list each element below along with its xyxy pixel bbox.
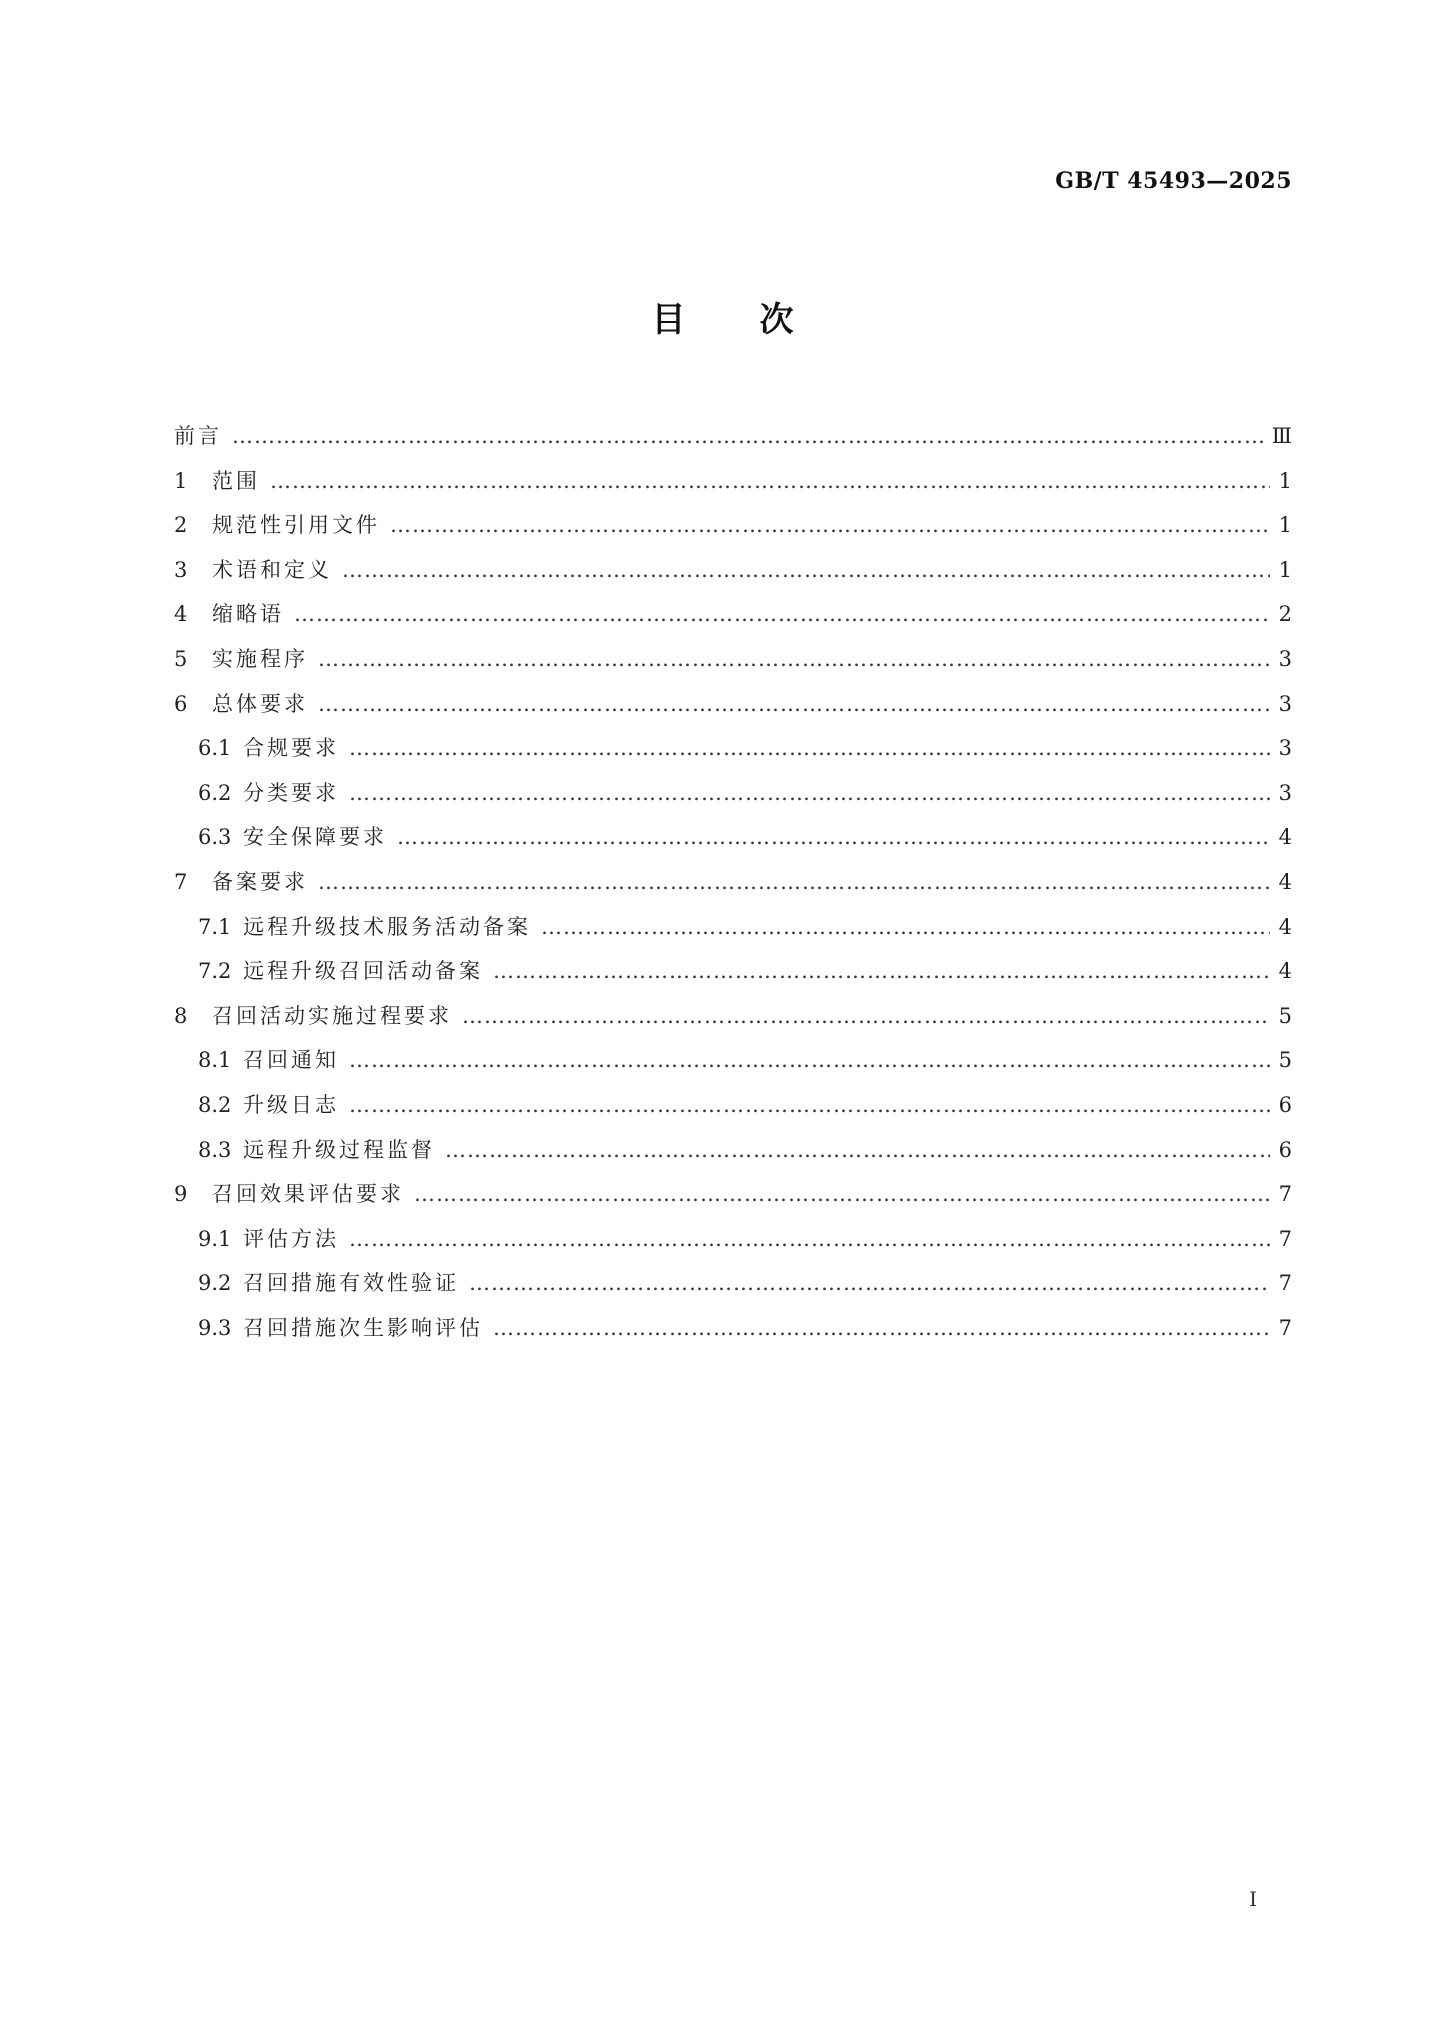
- toc-entry-page: 5: [1278, 1048, 1292, 1073]
- standard-code: GB/T 45493—2025: [1055, 168, 1292, 194]
- toc-entry-page: Ⅲ: [1271, 424, 1292, 448]
- toc-entry-page: 6: [1278, 1092, 1292, 1117]
- toc-entry-4[interactable]: [174, 592, 1292, 637]
- toc-entry-8[interactable]: [174, 994, 1292, 1039]
- toc-leader-dots: [294, 592, 1270, 637]
- toc-entry-page: 7: [1278, 1182, 1292, 1207]
- toc-entry-page: 7: [1278, 1271, 1292, 1296]
- toc-leader-dots: [462, 994, 1270, 1039]
- toc-leader-dots: [493, 1306, 1270, 1351]
- toc-entry-6-2[interactable]: [174, 771, 1292, 816]
- toc-entry-label: 前言: [174, 424, 222, 448]
- toc-entry-9[interactable]: [174, 1172, 1292, 1217]
- toc-entry-page: 3: [1278, 691, 1292, 716]
- toc-entry-preface[interactable]: [174, 414, 1292, 459]
- toc-entry-6-3[interactable]: [174, 815, 1292, 860]
- toc-entry-number: 9.3: [198, 1315, 232, 1340]
- toc-leader-dots: [349, 726, 1270, 771]
- toc-entry-number: 6.1: [198, 736, 232, 761]
- toc-leader-dots: [414, 1172, 1270, 1217]
- toc-leader-dots: [493, 949, 1270, 994]
- toc-entry-number: 1: [174, 468, 188, 493]
- toc-entry-number: 4: [174, 602, 188, 627]
- toc-entry-page: 3: [1278, 736, 1292, 761]
- toc-entry-page: 4: [1278, 869, 1292, 894]
- toc-entry-9-3[interactable]: [174, 1306, 1292, 1351]
- toc-entry-page: 1: [1278, 557, 1292, 582]
- toc-leader-dots: [397, 815, 1270, 860]
- toc-entry-page: 4: [1278, 959, 1292, 984]
- toc-leader-dots: [318, 860, 1270, 905]
- toc-entry-number: 8.2: [198, 1092, 232, 1117]
- toc-entry-7[interactable]: [174, 860, 1292, 905]
- toc-entry-label: 缩略语: [212, 602, 284, 627]
- toc-entry-number: 7.2: [198, 959, 232, 984]
- toc-entry-number: 8.1: [198, 1048, 232, 1073]
- toc-entry-page: 1: [1278, 468, 1292, 493]
- toc-entry-number: 8.3: [198, 1137, 232, 1162]
- toc-entry-6[interactable]: [174, 682, 1292, 727]
- toc-entry-label: 召回措施有效性验证: [243, 1271, 459, 1296]
- toc-leader-dots: [318, 682, 1270, 727]
- toc-entry-7-1[interactable]: [174, 905, 1292, 950]
- toc-entry-page: 2: [1278, 602, 1292, 627]
- toc-entry-label: 评估方法: [243, 1226, 339, 1251]
- toc-leader-dots: [349, 1083, 1270, 1128]
- table-of-contents: [174, 414, 1292, 1350]
- toc-entry-3[interactable]: [174, 548, 1292, 593]
- toc-leader-dots: [390, 503, 1270, 548]
- toc-entry-label: 实施程序: [212, 646, 308, 671]
- toc-entry-number: 3: [174, 557, 188, 582]
- toc-entry-number: 6.3: [198, 825, 232, 850]
- toc-leader-dots: [349, 1038, 1270, 1083]
- toc-entry-9-2[interactable]: [174, 1261, 1292, 1306]
- toc-entry-page: 7: [1278, 1226, 1292, 1251]
- toc-entry-label: 召回效果评估要求: [212, 1182, 404, 1207]
- toc-entry-label: 备案要求: [212, 869, 308, 894]
- toc-entry-label: 总体要求: [212, 691, 308, 716]
- toc-leader-dots: [349, 1217, 1270, 1262]
- toc-entry-number: 6.2: [198, 780, 232, 805]
- toc-entry-number: 9.1: [198, 1226, 232, 1251]
- toc-entry-number: 9: [174, 1182, 188, 1207]
- toc-entry-label: 合规要求: [243, 736, 339, 761]
- page-number: I: [1249, 1887, 1257, 1911]
- toc-entry-label: 范围: [212, 468, 260, 493]
- toc-entry-page: 7: [1278, 1315, 1292, 1340]
- toc-entry-9-1[interactable]: [174, 1217, 1292, 1262]
- toc-entry-page: 3: [1278, 646, 1292, 671]
- toc-entry-label: 召回活动实施过程要求: [212, 1003, 452, 1028]
- toc-entry-number: 7.1: [198, 914, 232, 939]
- toc-entry-7-2[interactable]: [174, 949, 1292, 994]
- toc-entry-1[interactable]: [174, 459, 1292, 504]
- toc-entry-page: 4: [1278, 825, 1292, 850]
- toc-entry-8-1[interactable]: [174, 1038, 1292, 1083]
- toc-entry-label: 升级日志: [243, 1092, 339, 1117]
- toc-entry-page: 5: [1278, 1003, 1292, 1028]
- toc-entry-8-3[interactable]: [174, 1128, 1292, 1173]
- toc-entry-number: 6: [174, 691, 188, 716]
- toc-entry-label: 远程升级技术服务活动备案: [243, 914, 531, 939]
- toc-entry-8-2[interactable]: [174, 1083, 1292, 1128]
- toc-entry-page: 6: [1278, 1137, 1292, 1162]
- toc-entry-page: 3: [1278, 780, 1292, 805]
- toc-entry-label: 召回通知: [243, 1048, 339, 1073]
- toc-leader-dots: [541, 905, 1270, 950]
- toc-entry-label: 远程升级过程监督: [243, 1137, 435, 1162]
- toc-entry-number: 8: [174, 1003, 188, 1028]
- toc-entry-label: 术语和定义: [212, 557, 332, 582]
- toc-leader-dots: [445, 1128, 1270, 1173]
- toc-entry-page: 1: [1278, 513, 1292, 538]
- toc-entry-5[interactable]: [174, 637, 1292, 682]
- toc-entry-6-1[interactable]: [174, 726, 1292, 771]
- toc-entry-label: 安全保障要求: [243, 825, 387, 850]
- toc-title: 目次: [651, 300, 868, 340]
- toc-entry-label: 召回措施次生影响评估: [243, 1315, 483, 1340]
- toc-leader-dots: [270, 459, 1270, 504]
- toc-entry-number: 5: [174, 646, 188, 671]
- toc-entry-label: 规范性引用文件: [212, 513, 380, 538]
- toc-entry-number: 7: [174, 869, 188, 894]
- toc-entry-2[interactable]: [174, 503, 1292, 548]
- toc-entry-label: 分类要求: [243, 780, 339, 805]
- toc-entry-number: 2: [174, 513, 188, 538]
- toc-entry-label: 远程升级召回活动备案: [243, 959, 483, 984]
- toc-leader-dots: [469, 1261, 1270, 1306]
- toc-leader-dots: [342, 548, 1270, 593]
- toc-leader-dots: [318, 637, 1270, 682]
- toc-entry-number: 9.2: [198, 1271, 232, 1296]
- toc-leader-dots: [349, 771, 1270, 816]
- toc-entry-page: 4: [1278, 914, 1292, 939]
- toc-leader-dots: [232, 414, 1264, 459]
